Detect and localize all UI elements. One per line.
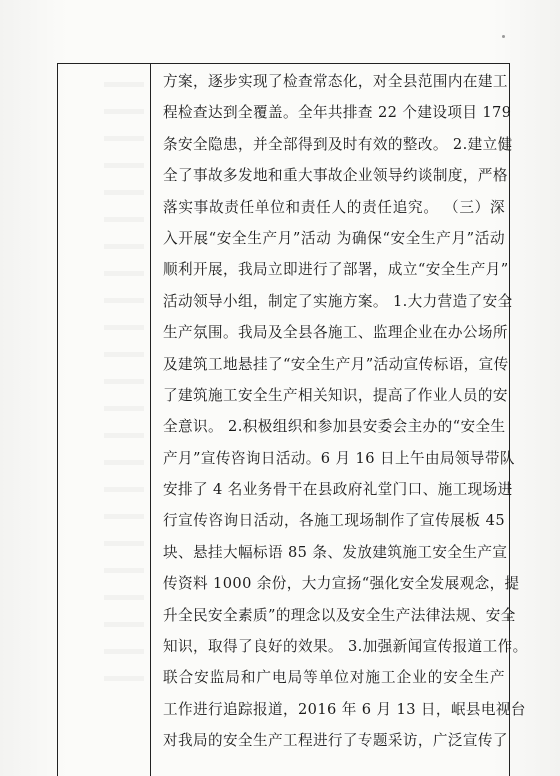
text-line: 了建筑施工安全生产相关知识，提高了作业人员的安	[163, 386, 508, 404]
text-line: 入开展“安全生产月”活动 为确保“安全生产月”活动	[163, 229, 505, 247]
text-line: 及建筑工地悬挂了“安全生产月”活动宣传标语，宣传	[163, 355, 509, 373]
text-line: 安排了 4 名业务骨干在县政府礼堂门口、施工现场进	[163, 481, 513, 499]
text-line: 条安全隐患，并全部得到及时有效的整改。 2.建立健	[163, 135, 513, 153]
scan-dot	[502, 35, 505, 38]
text-line: 顺利开展，我局立即进行了部署，成立“安全生产月”	[163, 261, 509, 279]
text-line: 全了事故多发地和重大事故企业领导约谈制度，严格	[163, 167, 508, 185]
text-line: 方案，逐步实现了检查常态化，对全县范围内在建工	[163, 73, 508, 90]
text-line: 块、悬挂大幅标语 85 条、发放建筑施工安全生产宣	[163, 543, 508, 561]
text-line: 行宣传咨询日活动，各施工现场制作了宣传展板 45	[163, 512, 505, 530]
text-line: 升全民安全素质”的理念以及安全生产法律法规、安全	[163, 606, 516, 624]
text-line: 对我局的安全生产工程进行了专题采访，广泛宣传了	[163, 732, 508, 750]
body-text	[163, 66, 528, 757]
text-line: 全意识。 2.积极组织和参加县安委会主办的“安全生	[163, 418, 506, 436]
text-line: 生产氛围。我局及全县各施工、监理企业在办公场所	[163, 324, 508, 342]
text-line: 活动领导小组，制定了实施方案。 1.大力营造了安全	[163, 292, 513, 310]
text-line: 知识，取得了良好的效果。 3.加强新闻宣传报道工作。	[163, 638, 528, 656]
text-line: 工作进行追踪报道，2016 年 6 月 13 日，岷县电视台	[163, 700, 526, 718]
text-line: 程检查达到全覆盖。全年共排查 22 个建设项目 179	[163, 104, 512, 122]
bleed-through-shadow	[104, 60, 144, 700]
column-divider	[150, 63, 151, 776]
text-line: 落实事故责任单位和责任人的责任追究。 （三）深	[163, 198, 505, 216]
text-line: 联合安监局和广电局等单位对施工企业的安全生产	[163, 669, 505, 687]
text-line: 产月”宣传咨询日活动。6 月 16 日上午由局领导带队	[163, 449, 515, 467]
text-line: 传资料 1000 余份，大力宣扬“强化安全发展观念，提	[163, 575, 520, 593]
